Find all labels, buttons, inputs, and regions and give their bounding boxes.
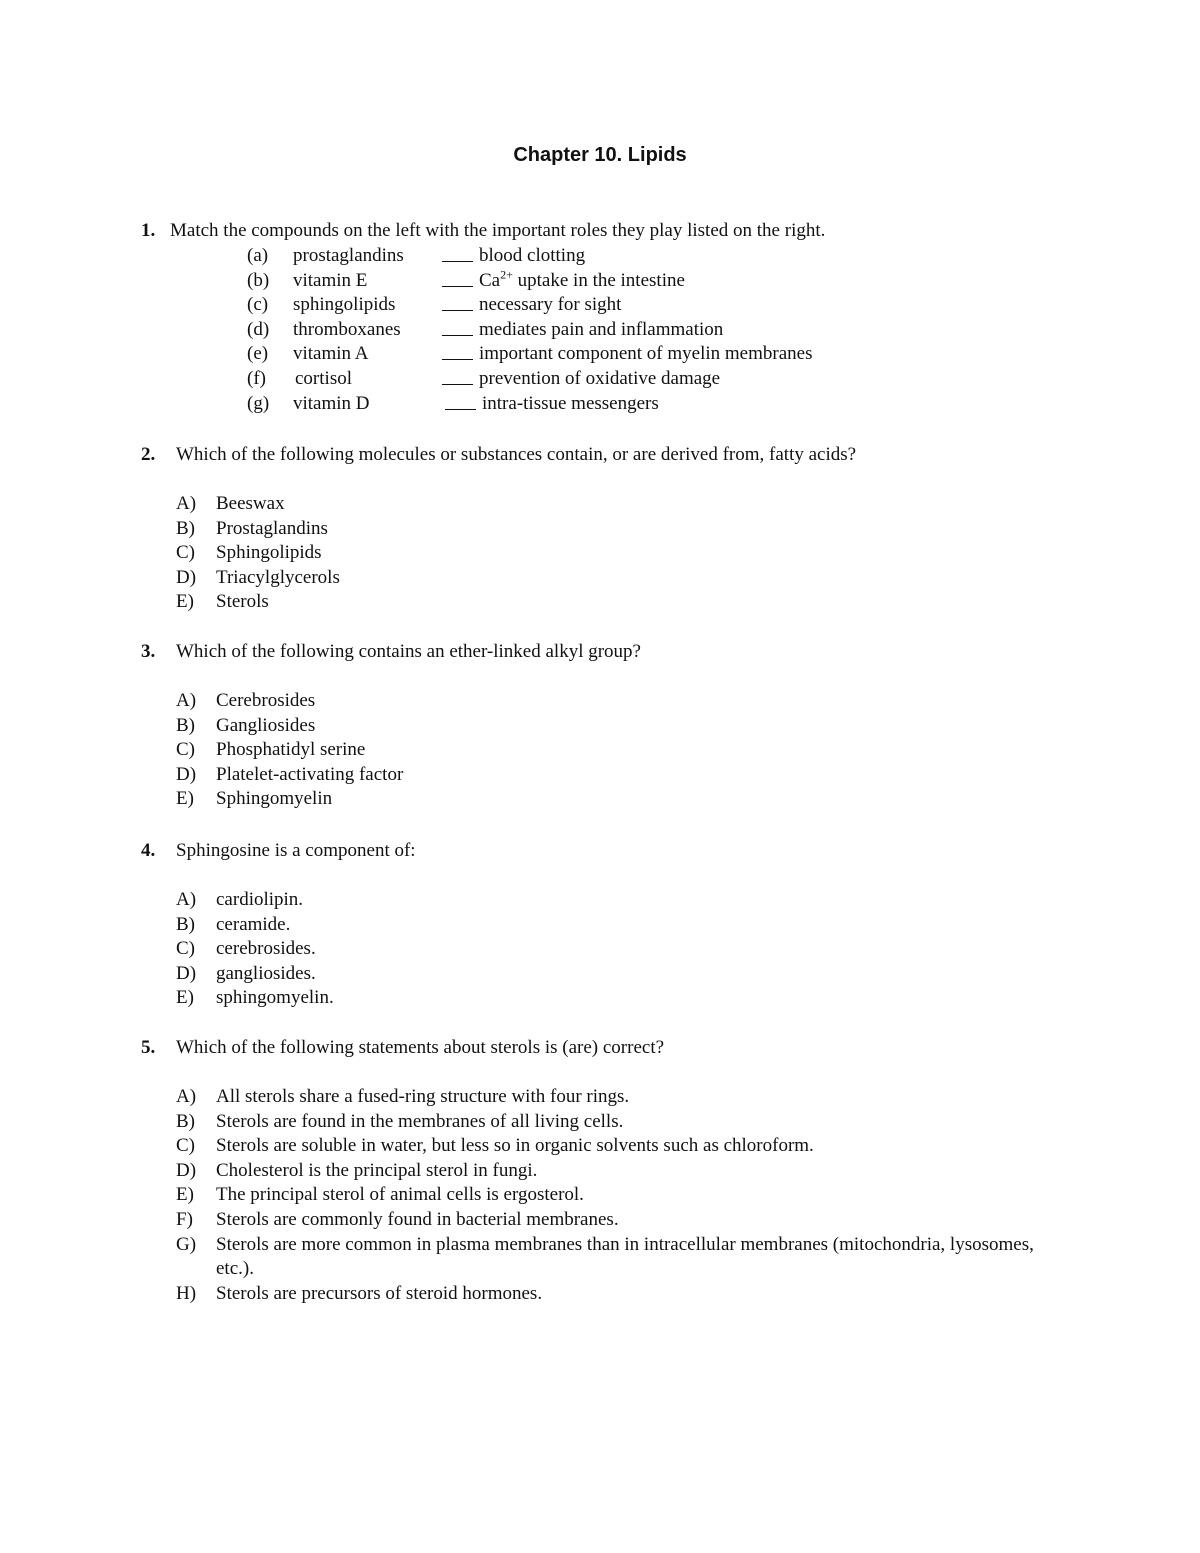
question-1-text: Match the compounds on the left with the important roles they play listed on the right. (170, 220, 826, 241)
compound-letter: (e) (247, 343, 269, 364)
option-label: D) (176, 962, 197, 984)
role-text: prevention of oxidative damage (479, 368, 721, 389)
option-text: Sterols are found in the membranes of all living cells. (216, 1110, 624, 1132)
compound-name: cortisol (295, 368, 352, 389)
role-text: mediates pain and inflammation (479, 319, 724, 340)
option-label: E) (176, 788, 194, 810)
answer-blank[interactable] (442, 367, 473, 392)
option-text: Phosphatidyl serine (216, 739, 366, 761)
role-text: blood clotting (479, 245, 586, 266)
option-text: Sterols are precursors of steroid hormones. (216, 1282, 543, 1304)
role-text: necessary for sight (479, 294, 622, 315)
option-text: Sphingolipids (216, 542, 322, 564)
question-3-number: 3. (141, 641, 156, 662)
compound-name: vitamin A (293, 343, 369, 364)
question-5-text: Which of the following statements about sterols is (are) correct? (176, 1037, 665, 1058)
compound-name: sphingolipids (293, 294, 396, 315)
compound-letter: (g) (247, 393, 270, 414)
option-text: Sterols are more common in plasma membranes than in intracellular membranes (mitochondria, lysosomes, etc.). (216, 1233, 1034, 1279)
option-text: Cholesterol is the principal sterol in fungi. (216, 1159, 538, 1181)
option-label: A) (176, 889, 197, 910)
option-label: C) (176, 542, 195, 564)
compound-letter: (b) (247, 270, 270, 291)
compound-letter: (a) (247, 245, 269, 266)
option-text: Platelet-activating factor (216, 763, 404, 785)
question-4-number: 4. (141, 840, 156, 861)
option-text: Sterols (216, 591, 269, 613)
role-text: intra-tissue messengers (482, 393, 659, 414)
role-text-superscript: 2+ (500, 267, 513, 282)
question-2-text: Which of the following molecules or substances contain, or are derived from, fatty acids? (176, 444, 857, 465)
option-label: A) (176, 1086, 197, 1107)
option-text: Gangliosides (216, 714, 316, 736)
compound-name: vitamin E (293, 270, 368, 291)
option-text: cerebrosides. (216, 938, 316, 960)
option-text: sphingomyelin. (216, 987, 334, 1009)
role-text (479, 269, 685, 293)
option-label: C) (176, 938, 195, 960)
option-label: F) (176, 1208, 193, 1230)
option-text: gangliosides. (216, 962, 316, 984)
role-text: important component of myelin membranes (479, 343, 813, 364)
option-label: A) (176, 493, 197, 514)
question-4-text: Sphingosine is a component of: (176, 840, 416, 861)
question-1-number: 1. (141, 220, 156, 241)
option-label: C) (176, 1135, 195, 1157)
compound-letter: (c) (247, 294, 269, 315)
option-label: B) (176, 714, 195, 736)
compound-name: thromboxanes (293, 319, 401, 340)
option-label: B) (176, 517, 195, 539)
answer-blank[interactable] (442, 342, 473, 367)
answer-blank[interactable] (445, 392, 476, 417)
option-text: Sterols are commonly found in bacterial membranes. (216, 1208, 619, 1230)
option-text: All sterols share a fused-ring structure with four rings. (216, 1086, 630, 1107)
question-5-number: 5. (141, 1037, 156, 1058)
compound-name: prostaglandins (293, 245, 404, 266)
option-text: Cerebrosides (216, 690, 316, 711)
option-text: Prostaglandins (216, 517, 328, 539)
answer-blank[interactable] (442, 269, 473, 294)
option-label: A) (176, 690, 197, 711)
option-label: E) (176, 1184, 194, 1206)
compound-letter: (f) (247, 368, 266, 389)
option-label: C) (176, 739, 195, 761)
option-text: Beeswax (216, 493, 285, 514)
option-text: The principal sterol of animal cells is ergosterol. (216, 1184, 584, 1206)
page-title: Chapter 10. Lipids (513, 144, 687, 166)
option-text: Sterols are soluble in water, but less so in organic solvents such as chloroform. (216, 1135, 814, 1157)
option-label: G) (176, 1233, 197, 1255)
option-label: D) (176, 566, 197, 588)
option-label: E) (176, 987, 194, 1009)
answer-blank[interactable] (442, 318, 473, 343)
role-text-pre: Ca (479, 270, 501, 291)
option-text: Triacylglycerols (216, 566, 340, 588)
compound-name: vitamin D (293, 393, 370, 414)
option-label: B) (176, 1110, 195, 1132)
option-text: ceramide. (216, 913, 291, 935)
option-label: D) (176, 1159, 197, 1181)
answer-blank[interactable] (442, 244, 473, 269)
option-label: E) (176, 591, 194, 613)
compound-letter: (d) (247, 319, 270, 340)
answer-blank[interactable] (442, 293, 473, 318)
question-3-text: Which of the following contains an ether-linked alkyl group? (176, 641, 641, 662)
question-2-number: 2. (141, 444, 156, 465)
option-label: B) (176, 913, 195, 935)
option-label: H) (176, 1282, 197, 1304)
option-text: Sphingomyelin (216, 788, 333, 810)
role-text-rest: uptake in the intestine (512, 270, 685, 291)
option-label: D) (176, 763, 197, 785)
option-text: cardiolipin. (216, 889, 304, 910)
